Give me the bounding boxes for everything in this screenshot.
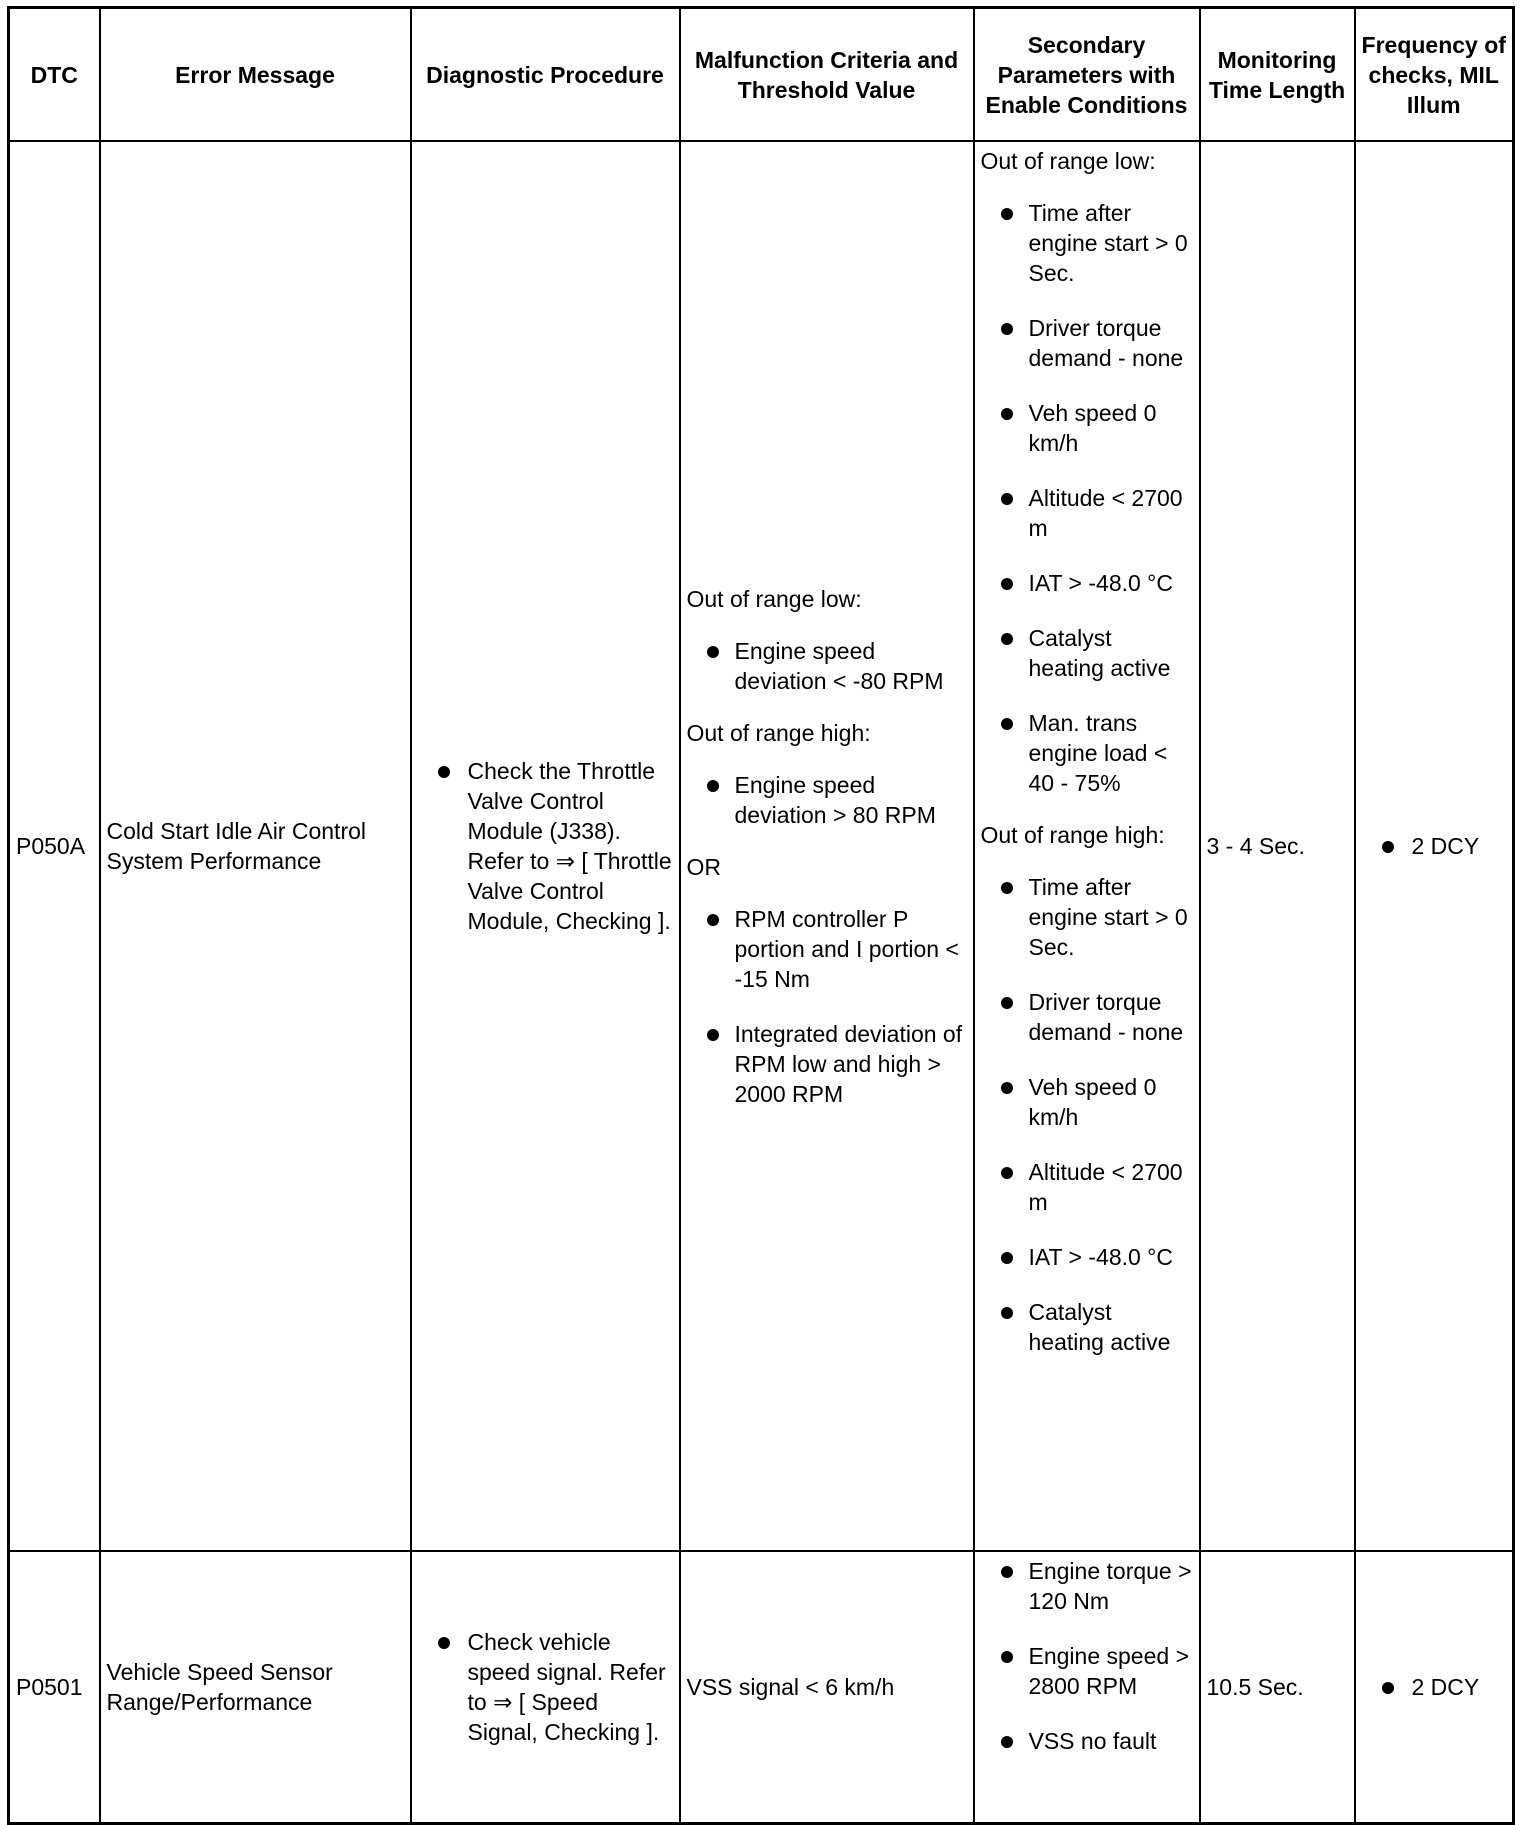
frequency-value: 2 DCY xyxy=(1362,831,1507,861)
frequency-cell xyxy=(1355,141,1514,1551)
secondary-high-heading: Out of range high: xyxy=(980,822,1165,848)
secondary-item: Engine speed > 2800 RPM xyxy=(981,1641,1193,1701)
header-error-message: Error Message xyxy=(100,8,411,142)
secondary-high-item: Altitude < 2700 m xyxy=(981,1157,1193,1217)
malfunction-low-heading: Out of range low: xyxy=(686,585,862,612)
secondary-item: Engine torque > 120 Nm xyxy=(981,1556,1193,1616)
malfunction-criteria-cell xyxy=(680,141,974,1551)
table-row xyxy=(9,141,1514,1551)
malfunction-low-item: Engine speed deviation < -80 RPM xyxy=(687,636,967,696)
malfunction-high-item: Engine speed deviation > 80 RPM xyxy=(687,770,967,830)
malfunction-or-item: RPM controller P portion and I portion < -15 Nm xyxy=(687,904,967,994)
secondary-low-item: Veh speed 0 km/h xyxy=(981,398,1193,458)
header-frequency: Frequency of checks, MIL Illum xyxy=(1355,8,1514,142)
diagnostic-procedure-cell xyxy=(411,141,680,1551)
malfunction-high-heading: Out of range high: xyxy=(686,719,871,746)
dtc-code: P050A xyxy=(9,141,100,1551)
header-malfunction-criteria: Malfunction Criteria and Threshold Value xyxy=(680,8,974,142)
dtc-table xyxy=(7,6,1515,1825)
error-message: Vehicle Speed Sensor Range/Performance xyxy=(100,1551,411,1824)
diagnostic-procedure: Check the Throttle Valve Control Module (J338). Refer to ⇒ [ Throttle Valve Control Module, Checking ]. xyxy=(418,756,673,936)
frequency-cell xyxy=(1355,1551,1514,1824)
malfunction-or-item: Integrated deviation of RPM low and high > 2000 RPM xyxy=(687,1019,967,1109)
monitoring-time: 10.5 Sec. xyxy=(1200,1551,1355,1824)
secondary-high-item: Veh speed 0 km/h xyxy=(981,1072,1193,1132)
secondary-parameters-cell xyxy=(974,1551,1200,1824)
secondary-low-item: Man. trans engine load < 40 - 75% xyxy=(981,708,1193,798)
secondary-high-item: Catalyst heating active xyxy=(981,1297,1193,1357)
secondary-low-item: IAT > -48.0 °C xyxy=(981,568,1193,598)
dtc-code: P0501 xyxy=(9,1551,100,1824)
header-dtc: DTC xyxy=(9,8,100,142)
secondary-item: VSS no fault xyxy=(981,1726,1193,1756)
header-monitoring-time: Monitoring Time Length xyxy=(1200,8,1355,142)
malfunction-criteria: VSS signal < 6 km/h xyxy=(680,1551,974,1824)
secondary-parameters-cell xyxy=(974,141,1200,1551)
table-row xyxy=(9,1551,1514,1824)
secondary-low-heading: Out of range low: xyxy=(980,148,1156,174)
secondary-low-item: Driver torque demand - none xyxy=(981,313,1193,373)
diagnostic-procedure: Check vehicle speed signal. Refer to ⇒ [ Speed Signal, Checking ]. xyxy=(418,1627,673,1747)
header-secondary-parameters: Secondary Parameters with Enable Conditions xyxy=(974,8,1200,142)
frequency-value: 2 DCY xyxy=(1362,1672,1507,1702)
header-diagnostic-procedure: Diagnostic Procedure xyxy=(411,8,680,142)
secondary-high-item: IAT > -48.0 °C xyxy=(981,1242,1193,1272)
error-message: Cold Start Idle Air Control System Performance xyxy=(100,141,411,1551)
diagnostic-procedure-cell xyxy=(411,1551,680,1824)
secondary-high-item: Driver torque demand - none xyxy=(981,987,1193,1047)
secondary-low-item: Altitude < 2700 m xyxy=(981,483,1193,543)
monitoring-time: 3 - 4 Sec. xyxy=(1200,141,1355,1551)
malfunction-or: OR xyxy=(686,853,721,880)
header-row xyxy=(9,8,1514,142)
secondary-low-item: Catalyst heating active xyxy=(981,623,1193,683)
secondary-high-item: Time after engine start > 0 Sec. xyxy=(981,872,1193,962)
secondary-low-item: Time after engine start > 0 Sec. xyxy=(981,198,1193,288)
